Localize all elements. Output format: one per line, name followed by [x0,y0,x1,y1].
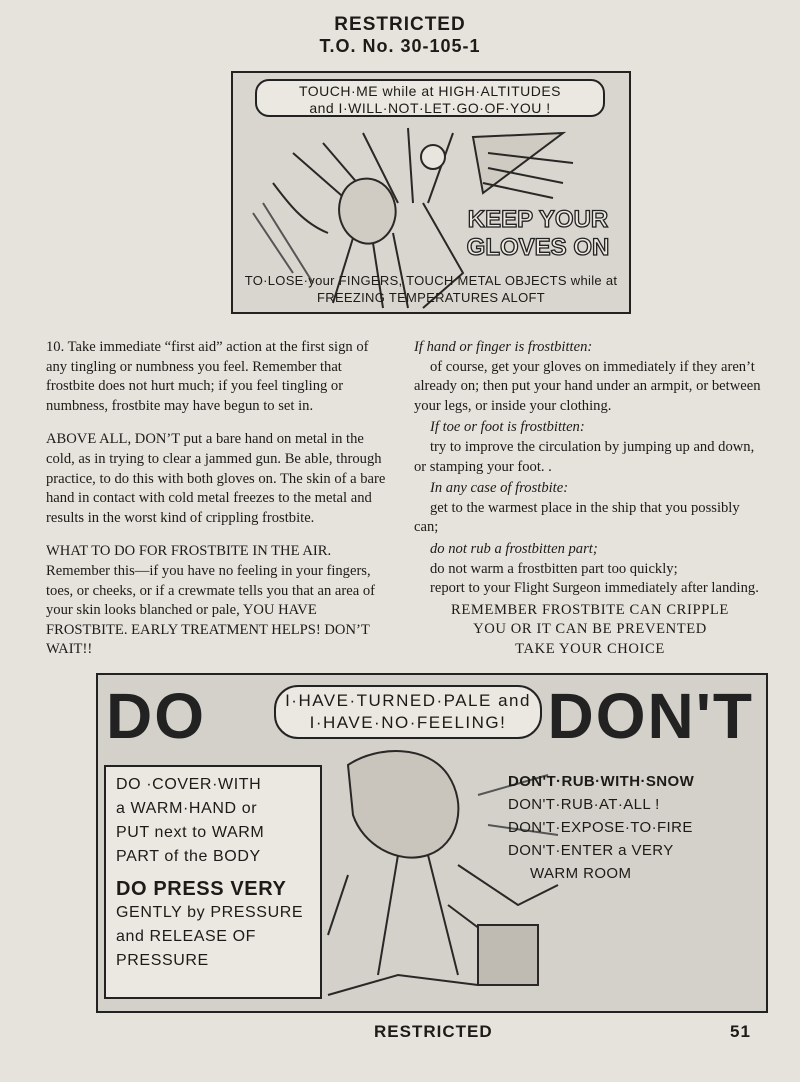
text-hand-frostbitten: of course, get your gloves on immediately if they aren’t already on; then put your hand under an armpit, or between your legs, or inside your clothing. [414,358,761,414]
do-item: PART of the BODY [116,848,261,865]
heading-any-case: In any case of frostbite: [430,480,569,497]
closing-line1: REMEMBER FROSTBITE CAN CRIPPLE [451,601,729,618]
heading-hand-frostbitten: If hand or finger is frostbitten: [414,339,593,355]
do-item: GENTLY by PRESSURE [116,904,304,921]
page-number: 51 [730,1022,751,1041]
top-caption-line1: TOUCH·ME while at HIGH·ALTITUDES [298,83,562,99]
bottom-caption-line1: TO·LOSE·your FINGERS, TOUCH METAL OBJECTS while at [244,273,618,288]
do-instructions-box [104,765,322,999]
do-item: DO PRESS VERY [116,878,287,900]
closing-line3: TAKE YOUR CHOICE [515,640,665,657]
left-column [46,338,392,674]
text-report-surgeon: report to your Flight Surgeon immediately after landing. [430,580,759,597]
classification-header: RESTRICTED [334,14,466,35]
paragraph-what-to-do: WHAT TO DO FOR FROSTBITE IN THE AIR. Remember this—if you have no feeling in your fingers, toes, or cheeks, or if a crewmate tells you that an area of your skin looks blanched or pale, YOU HAVE FROSTBITE. EARLY TREATMENT HELPS! DON’T WAIT!! [46,543,376,658]
do-title: DO [106,680,206,752]
paragraph-above-all: ABOVE ALL, DON’T put a bare hand on metal in the cold, as in trying to clear a jammed gun. Be able, through practice, to do this with both gloves on. The skin of a bare hand in contact with cold metal freezes to the metal and results in the worst kind of crippling frostbite. [46,431,386,526]
closing-line2: YOU OR IT CAN BE PREVENTED [473,621,707,638]
dont-item: DON'T·EXPOSE·TO·FIRE [508,819,693,836]
text-warmest-place: get to the warmest place in the ship that you possibly can; [414,499,740,536]
text-do-not-rub: do not rub a frostbitten part; [430,540,598,557]
speech-line2: I·HAVE·NO·FEELING! [309,713,507,732]
order-number: T.O. No. 30-105-1 [319,36,481,56]
dont-item: WARM ROOM [530,865,632,882]
top-cartoon [231,71,631,314]
paragraph-first-aid: 10. Take immediate “first aid” action at the first sign of any tingling or numbness you feel. Remember that frostbite does not hurt much; if you feel tingling or numbness, frostbite may have begun to set in. [46,339,369,414]
do-item: PUT next to WARM [116,824,265,841]
text-do-not-warm: do not warm a frostbitten part too quickly; [430,560,678,577]
do-item: and RELEASE OF [116,928,257,945]
top-caption-line2: and I·WILL·NOT·LET·GO·OF·YOU ! [309,100,551,116]
do-item: a WARM·HAND or [116,800,258,817]
speech-bubble [274,685,542,739]
bottom-caption-line2: FREEZING TEMPERATURES ALOFT [317,290,545,305]
right-column [414,338,766,660]
speech-line1: I·HAVE·TURNED·PALE and [285,691,531,710]
dont-item: DON'T·RUB·AT·ALL ! [508,796,660,813]
dont-title: DON'T [547,680,754,752]
heading-toe-frostbitten: If toe or foot is frostbitten: [430,419,585,436]
do-item: PRESSURE [116,952,209,969]
dont-instructions [508,771,758,886]
dont-item: DON'T·RUB·WITH·SNOW [508,773,695,790]
dont-item: DON'T·ENTER a VERY [508,842,674,859]
top-caption-bottom [239,272,623,306]
sign-line1: KEEP YOUR [467,206,609,233]
do-item: DO ·COVER·WITH [116,776,262,793]
classification-footer: RESTRICTED [374,1022,493,1041]
text-toe-frostbitten: try to improve the circulation by jumping up and down, or stamping your foot. . [414,438,755,475]
bottom-cartoon [96,673,768,1013]
sign-line2: GLOVES ON [466,234,610,261]
